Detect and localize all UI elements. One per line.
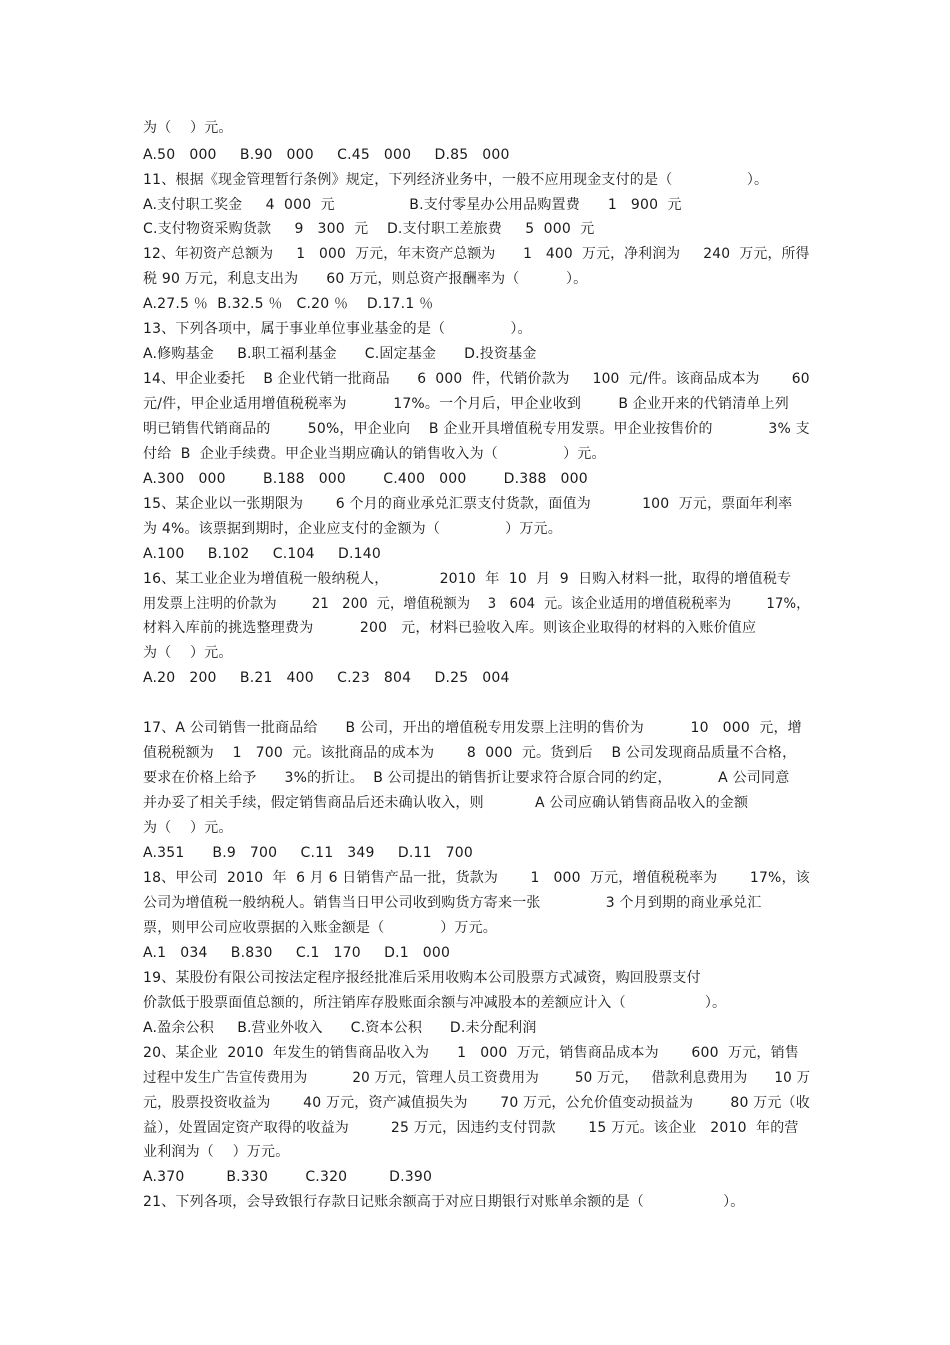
text-line: 材料入库前的挑选整理费为 200 元，材料已验收入库。则该企业取得的材料的入账价值应 (143, 620, 757, 636)
question-20: 20、某企业 2010 年发生的销售商品收入为 1 000 万元，销售商品成本为 600 万元，销售 (143, 1045, 799, 1061)
text-line: 过程中发生广告宣传费用为 20 万元，管理人员工资费用为 50 万元， 借款利息费用为 10 万 (143, 1070, 811, 1086)
text-line: 为（ ）元。 (143, 120, 233, 136)
answer-options: A.1 034 B.830 C.1 170 D.1 000 (143, 945, 451, 961)
text-line: 元，股票投资收益为 40 万元，资产减值损失为 70 万元，公允价值变动损益为 80 万元（收 (143, 1095, 810, 1111)
answer-options: A.50 000 B.90 000 C.45 000 D.85 000 (143, 147, 510, 163)
answer-options: A.300 000 B.188 000 C.400 000 D.388 000 (143, 471, 588, 487)
text-line: 用发票上注明的价款为 21 200 元，增值税额为 3 604 元。该企业适用的增值税税率为 17%， (143, 596, 810, 612)
text-line: 公司为增值税一般纳税人。销售当日甲公司收到购货方寄来一张 3 个月到期的商业承兑汇 (143, 895, 762, 911)
question-19: 19、某股份有限公司按法定程序报经批准后采用收购本公司股票方式减资，购回股票支付 (143, 970, 701, 986)
text-line: 票，则甲公司应收票据的入账金额是（ ）万元。 (143, 920, 498, 936)
answer-options: A.20 200 B.21 400 C.23 804 D.25 004 (143, 670, 510, 686)
text-line: 为（ ）元。 (143, 645, 233, 661)
question-18: 18、甲公司 2010 年 6 月 6 日销售产品一批，货款为 1 000 万元，增值税税率为 17%，该 (143, 870, 810, 886)
text-line: 税 90 万元，利息支出为 60 万元，则总资产报酬率为（ ）。 (143, 271, 588, 287)
text-line: 价款低于股票面值总额的，所注销库存股账面余额与冲减股本的差额应计入（ ）。 (143, 995, 727, 1011)
answer-options: C.支付物资采购货款 9 300 元 D.支付职工差旅费 5 000 元 (143, 221, 595, 237)
question-16: 16、某工业企业为增值税一般纳税人， 2010 年 10 月 9 日购入材料一批，取得的增值税专 (143, 571, 792, 587)
answer-options: A.100 B.102 C.104 D.140 (143, 546, 381, 562)
text-line: 为 4%。该票据到期时，企业应支付的金额为（ ）万元。 (143, 521, 562, 537)
answer-options: A.盈余公积 B.营业外收入 C.资本公积 D.未分配利润 (143, 1020, 537, 1036)
text-line: 并办妥了相关手续，假定销售商品后还未确认收入，则 A 公司应确认销售商品收入的金额 (143, 795, 749, 811)
answer-options: A.支付职工奖金 4 000 元 B.支付零星办公用品购置费 1 900 元 (143, 197, 682, 213)
text-line: 值税税额为 1 700 元。该批商品的成本为 8 000 元。货到后 B 公司发现商品质量不合格， (143, 745, 797, 761)
text-line: 为（ ）元。 (143, 820, 233, 836)
text-line: 付给 B 企业手续费。甲企业当期应确认的销售收入为（ ）元。 (143, 446, 606, 462)
question-15: 15、某企业以一张期限为 6 个月的商业承兑汇票支付货款，面值为 100 万元，票面年利率 (143, 496, 793, 512)
answer-options: A.27.5 ％ B.32.5 ％ C.20 ％ D.17.1 ％ (143, 296, 434, 312)
question-21: 21、下列各项，会导致银行存款日记账余额高于对应日期银行对账单余额的是（ ）。 (143, 1194, 745, 1210)
answer-options: A.370 B.330 C.320 D.390 (143, 1169, 433, 1185)
text-line: 元/件，甲企业适用增值税税率为 17%。一个月后，甲企业收到 B 企业开来的代销清单上列 (143, 396, 789, 412)
question-12: 12、年初资产总额为 1 000 万元，年末资产总额为 1 400 万元，净利润为 240 万元，所得 (143, 246, 810, 262)
answer-options: A.修购基金 B.职工福利基金 C.固定基金 D.投资基金 (143, 346, 537, 362)
question-13: 13、下列各项中，属于事业单位事业基金的是（ ）。 (143, 321, 532, 337)
question-11: 11、根据《现金管理暂行条例》规定，下列经济业务中，一般不应用现金支付的是（ ）。 (143, 172, 769, 188)
question-14: 14、甲企业委托 B 企业代销一批商品 6 000 件，代销价款为 100 元/件。该商品成本为 60 (143, 371, 810, 387)
answer-options: A.351 B.9 700 C.11 349 D.11 700 (143, 845, 473, 861)
text-line: 益），处置固定资产取得的收益为 25 万元，因违约支付罚款 15 万元。该企业 2010 年的营 (143, 1120, 799, 1136)
text-line: 明已销售代销商品的 50%，甲企业向 B 企业开具增值税专用发票。甲企业按售价的 3% 支 (143, 421, 810, 437)
question-17: 17、A 公司销售一批商品给 B 公司，开出的增值税专用发票上注明的售价为 10 000 元，增 (143, 720, 802, 736)
text-line: 业利润为（ ）万元。 (143, 1144, 290, 1160)
text-line: 要求在价格上给予 3%的折让。 B 公司提出的销售折让要求符合原合同的约定， A 公司同意 (143, 770, 790, 786)
